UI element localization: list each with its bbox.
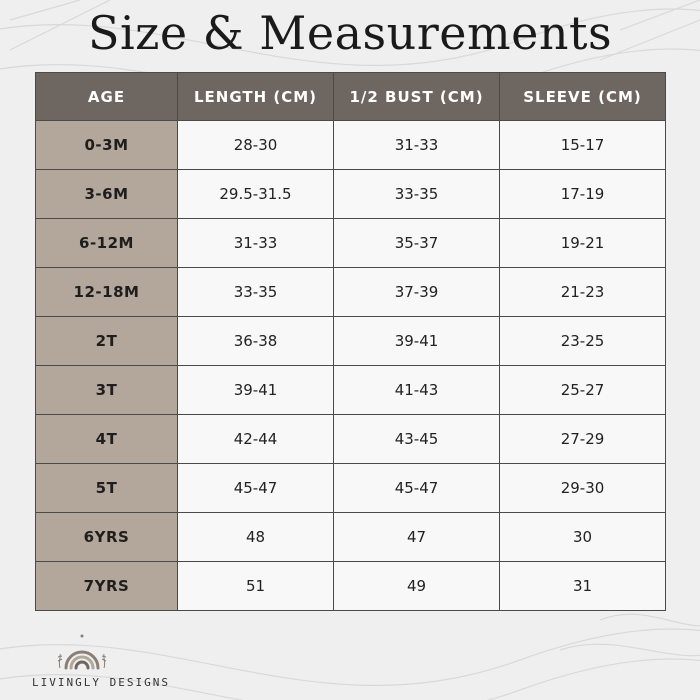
rainbow-arch-icon bbox=[52, 628, 112, 674]
bust-cell: 43-45 bbox=[334, 415, 500, 464]
bust-cell: 47 bbox=[334, 513, 500, 562]
table-row bbox=[36, 464, 666, 513]
age-cell: 3T bbox=[36, 366, 178, 415]
brand-name: LIVINGLY DESIGNS bbox=[32, 676, 170, 689]
age-cell: 12-18M bbox=[36, 268, 178, 317]
bust-cell: 31-33 bbox=[334, 121, 500, 170]
table-row bbox=[36, 562, 666, 611]
age-cell: 4T bbox=[36, 415, 178, 464]
table-row bbox=[36, 121, 666, 170]
header-half-bust: 1/2 BUST (CM) bbox=[334, 73, 500, 121]
age-cell: 3-6M bbox=[36, 170, 178, 219]
length-cell: 28-30 bbox=[178, 121, 334, 170]
sleeve-cell: 30 bbox=[500, 513, 666, 562]
bust-cell: 39-41 bbox=[334, 317, 500, 366]
table-row bbox=[36, 513, 666, 562]
age-cell: 2T bbox=[36, 317, 178, 366]
age-cell: 5T bbox=[36, 464, 178, 513]
length-cell: 33-35 bbox=[178, 268, 334, 317]
sleeve-cell: 25-27 bbox=[500, 366, 666, 415]
length-cell: 45-47 bbox=[178, 464, 334, 513]
length-cell: 51 bbox=[178, 562, 334, 611]
table-row bbox=[36, 268, 666, 317]
sleeve-cell: 27-29 bbox=[500, 415, 666, 464]
bust-cell: 37-39 bbox=[334, 268, 500, 317]
bust-cell: 35-37 bbox=[334, 219, 500, 268]
length-cell: 48 bbox=[178, 513, 334, 562]
table-row bbox=[36, 415, 666, 464]
header-length: LENGTH (CM) bbox=[178, 73, 334, 121]
table-row bbox=[36, 317, 666, 366]
table-row bbox=[36, 366, 666, 415]
sleeve-cell: 15-17 bbox=[500, 121, 666, 170]
age-cell: 0-3M bbox=[36, 121, 178, 170]
sleeve-cell: 23-25 bbox=[500, 317, 666, 366]
size-chart-table bbox=[35, 72, 666, 611]
table-header-row bbox=[36, 73, 666, 121]
bust-cell: 45-47 bbox=[334, 464, 500, 513]
header-age: AGE bbox=[36, 73, 178, 121]
sleeve-cell: 19-21 bbox=[500, 219, 666, 268]
sleeve-cell: 31 bbox=[500, 562, 666, 611]
table-row bbox=[36, 170, 666, 219]
length-cell: 29.5-31.5 bbox=[178, 170, 334, 219]
sleeve-cell: 17-19 bbox=[500, 170, 666, 219]
length-cell: 39-41 bbox=[178, 366, 334, 415]
sleeve-cell: 21-23 bbox=[500, 268, 666, 317]
length-cell: 42-44 bbox=[178, 415, 334, 464]
header-sleeve: SLEEVE (CM) bbox=[500, 73, 666, 121]
bust-cell: 33-35 bbox=[334, 170, 500, 219]
length-cell: 31-33 bbox=[178, 219, 334, 268]
age-cell: 7YRS bbox=[36, 562, 178, 611]
age-cell: 6YRS bbox=[36, 513, 178, 562]
page-title: Size & Measurements bbox=[87, 6, 613, 60]
table-row bbox=[36, 219, 666, 268]
length-cell: 36-38 bbox=[178, 317, 334, 366]
brand-logo bbox=[32, 628, 170, 698]
age-cell: 6-12M bbox=[36, 219, 178, 268]
sleeve-cell: 29-30 bbox=[500, 464, 666, 513]
bust-cell: 49 bbox=[334, 562, 500, 611]
bust-cell: 41-43 bbox=[334, 366, 500, 415]
